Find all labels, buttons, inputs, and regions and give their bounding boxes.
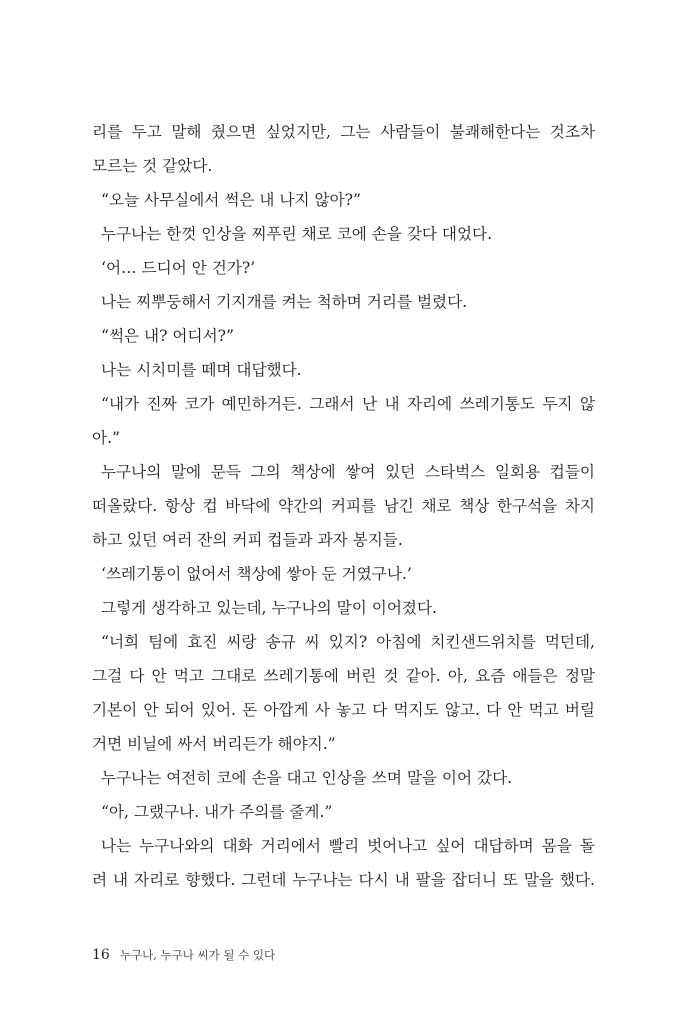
- text-line: 려 내 자리로 향했다. 그런데 누구나는 다시 내 팔을 잡더니 또 말을 했다.: [92, 871, 595, 889]
- text-line: 리를 두고 말해 줬으면 싶었지만, 그는 사람들이 불쾌해한다는 것조차: [92, 123, 595, 141]
- text-line: 그렇게 생각하고 있는데, 누구나의 말이 이어졌다.: [101, 599, 437, 617]
- text-line: 누구나는 한껏 인상을 찌푸린 채로 코에 손을 갖다 대었다.: [101, 225, 493, 243]
- text-line: 하고 있던 여러 잔의 커피 컵들과 과자 봉지들.: [92, 531, 403, 549]
- text-line: ‘어… 드디어 안 건가?’: [101, 259, 256, 277]
- text-line: 그걸 다 안 먹고 그대로 쓰레기통에 버린 것 같아. 아, 요즘 애들은 정말: [92, 667, 595, 685]
- running-title: 누구나, 누구나 씨가 될 수 있다: [119, 948, 276, 962]
- text-line: 거면 비닐에 싸서 버리든가 해야지.”: [92, 735, 336, 753]
- text-line: 나는 찌뿌둥해서 기지개를 켜는 척하며 거리를 벌렸다.: [101, 293, 468, 311]
- text-line: 나는 시치미를 떼며 대답했다.: [101, 361, 302, 379]
- text-line: 모르는 것 같았다.: [92, 157, 213, 175]
- text-line: “너희 팀에 효진 씨랑 송규 씨 있지? 아침에 치킨샌드위치를 먹던데,: [101, 633, 595, 651]
- text-line: 떠올랐다. 항상 컵 바닥에 약간의 커피를 남긴 채로 책상 한구석을 차지: [92, 497, 595, 515]
- body-text: [92, 115, 595, 897]
- text-line: 누구나의 말에 문득 그의 책상에 쌓여 있던 스타벅스 일회용 컵들이: [101, 463, 595, 481]
- text-line: ‘쓰레기통이 없어서 책상에 쌓아 둔 거였구나.’: [101, 565, 412, 583]
- text-line: 나는 누구나와의 대화 거리에서 빨리 벗어나고 싶어 대답하며 몸을 돌: [101, 837, 595, 855]
- text-line: “내가 진짜 코가 예민하거든. 그래서 난 내 자리에 쓰레기통도 두지 않: [101, 395, 595, 413]
- text-line: “오늘 사무실에서 썩은 내 나지 않아?”: [101, 191, 361, 209]
- text-line: 누구나는 여전히 코에 손을 대고 인상을 쓰며 말을 이어 갔다.: [101, 769, 513, 787]
- text-line: “썩은 내? 어디서?”: [101, 327, 234, 345]
- text-line: 기본이 안 되어 있어. 돈 아깝게 사 놓고 다 먹지도 않고. 다 안 먹고 버릴: [92, 701, 595, 719]
- text-line: 아.”: [92, 429, 120, 447]
- page-footer: [92, 944, 275, 964]
- page-number: 16: [92, 947, 110, 963]
- text-line: “아, 그랬구나. 내가 주의를 줄게.”: [101, 803, 333, 821]
